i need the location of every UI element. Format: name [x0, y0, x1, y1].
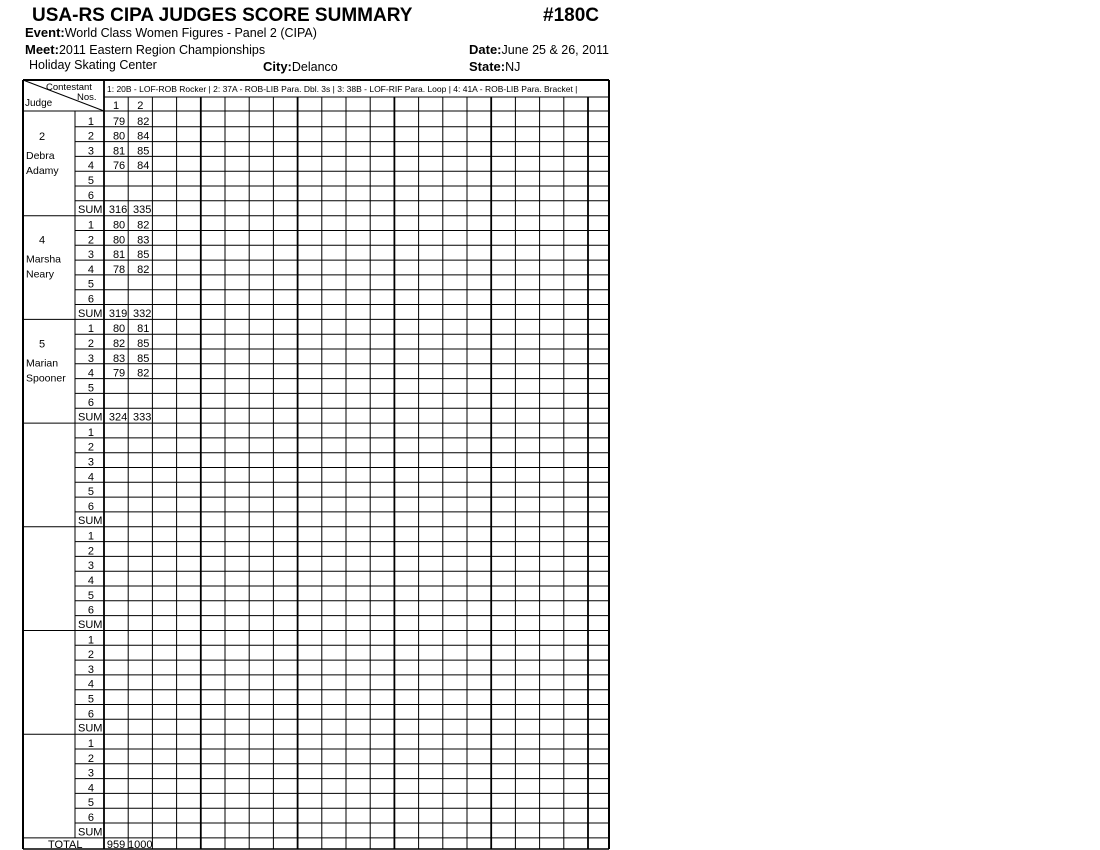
row-label: 5	[87, 175, 94, 187]
row-label: 5	[87, 486, 94, 499]
score-cell: 85	[137, 352, 150, 365]
row-label: 5	[87, 693, 94, 706]
row-label: 3	[87, 456, 94, 469]
sum-cell: 335	[133, 204, 152, 217]
total-cell: 959	[106, 839, 126, 850]
row-label: 5	[87, 797, 94, 810]
sum-label: SUM	[78, 618, 103, 631]
judge-column-label: Judge	[25, 98, 53, 109]
row-label: 1	[87, 634, 94, 647]
score-cell: 81	[112, 249, 126, 262]
row-label: 2	[87, 752, 94, 765]
sum-label: SUM	[78, 826, 103, 839]
row-label: 6	[87, 500, 94, 513]
judge-first-name: Marian	[26, 357, 59, 370]
judge-number: 2	[38, 131, 46, 143]
city-label: City:	[263, 59, 292, 74]
score-cell: 84	[137, 130, 150, 143]
venue-value: Holiday Skating Center	[29, 58, 157, 72]
event-value: World Class Women Figures - Panel 2 (CIPA)	[64, 26, 317, 40]
date-value: June 25 & 26, 2011	[501, 43, 610, 57]
row-label: 2	[87, 441, 94, 454]
row-label: 4	[87, 160, 94, 173]
row-label: 4	[87, 782, 94, 795]
row-label: 2	[87, 649, 94, 662]
row-label: 3	[87, 352, 94, 365]
total-label: TOTAL	[48, 839, 83, 850]
meet-label: Meet:	[25, 42, 59, 57]
sum-label: SUM	[78, 411, 103, 424]
total-cell: 1000	[128, 839, 153, 850]
row-label: 1	[87, 426, 94, 439]
meet-value: 2011 Eastern Region Championships	[58, 43, 266, 57]
score-cell: 82	[137, 263, 150, 276]
score-cell: 76	[112, 160, 126, 173]
row-label: 6	[87, 812, 94, 824]
score-cell: 82	[112, 338, 126, 350]
row-label: 2	[87, 130, 94, 143]
score-cell: 83	[137, 234, 150, 247]
score-cell: 85	[137, 338, 150, 350]
contestant-number: 1	[113, 100, 120, 112]
sum-cell: 319	[108, 307, 128, 320]
state-value: NJ	[505, 60, 521, 74]
row-label: 4	[87, 471, 94, 484]
score-cell: 80	[112, 130, 126, 143]
sum-cell: 316	[108, 204, 128, 217]
sum-label: SUM	[78, 515, 103, 528]
state-label: State:	[469, 59, 506, 74]
sum-cell: 332	[133, 307, 152, 320]
sum-label: SUM	[78, 722, 103, 735]
row-label: 6	[87, 604, 94, 617]
sum-label: SUM	[78, 307, 103, 320]
judge-first-name: Debra	[26, 150, 55, 162]
row-label: 3	[87, 145, 94, 158]
row-label: 2	[87, 234, 94, 247]
row-label: 3	[87, 663, 94, 676]
row-label: 6	[87, 397, 94, 410]
judge-first-name: Marsha	[26, 253, 62, 266]
row-label: 2	[87, 338, 94, 350]
row-label: 4	[87, 575, 94, 587]
score-cell: 82	[137, 115, 150, 128]
score-cell: 79	[112, 367, 126, 380]
score-cell: 84	[137, 160, 150, 173]
row-label: 5	[87, 589, 94, 602]
row-label: 6	[87, 708, 94, 721]
score-cell: 83	[112, 352, 126, 365]
score-cell: 85	[137, 145, 150, 158]
judge-number: 4	[38, 234, 46, 247]
judge-number: 5	[38, 338, 46, 351]
row-label: 1	[87, 530, 94, 543]
row-label: 1	[87, 219, 94, 232]
event-label: Event:	[25, 25, 65, 40]
score-cell: 80	[112, 323, 126, 336]
nos-label: Nos.	[77, 92, 97, 103]
score-cell: 85	[137, 249, 150, 262]
judge-last-name: Spooner	[26, 372, 66, 385]
form-number: #180C	[543, 5, 599, 26]
sum-label: SUM	[78, 204, 103, 217]
score-cell: 80	[112, 234, 126, 247]
row-label: 1	[87, 115, 94, 128]
report-title: USA-RS CIPA JUDGES SCORE SUMMARY	[32, 5, 413, 26]
row-label: 3	[87, 767, 94, 780]
contestant-label: Contestant	[46, 82, 92, 93]
judge-last-name: Adamy	[26, 165, 59, 177]
row-label: 1	[87, 323, 94, 336]
contestant-number: 2	[137, 100, 144, 112]
row-label: 4	[87, 367, 94, 380]
row-label: 6	[87, 189, 94, 202]
row-label: 5	[87, 278, 94, 291]
row-label: 3	[87, 249, 94, 262]
score-cell: 80	[112, 219, 126, 232]
row-label: 1	[87, 738, 94, 750]
row-label: 3	[87, 560, 94, 573]
row-label: 6	[87, 293, 94, 306]
judge-last-name: Neary	[26, 268, 55, 281]
date-label: Date:	[469, 42, 502, 57]
sum-cell: 324	[108, 411, 128, 424]
row-label: 4	[87, 263, 94, 276]
score-cell: 78	[112, 263, 126, 276]
score-cell: 82	[137, 367, 150, 380]
row-label: 5	[87, 382, 94, 395]
sum-cell: 333	[133, 411, 152, 424]
score-cell: 79	[112, 115, 126, 128]
city-value: Delanco	[291, 60, 338, 74]
row-label: 4	[87, 678, 94, 691]
score-cell: 82	[137, 219, 150, 232]
row-label: 2	[87, 545, 94, 558]
score-cell: 81	[137, 323, 150, 336]
score-cell: 81	[112, 145, 126, 158]
figures-description: 1: 20B - LOF-ROB Rocker | 2: 37A - ROB-LIB Para. Dbl. 3s | 3: 38B - LOF-RIF Para. Loop | 4: 41A - ROB-LIB Para. Bracket |	[107, 84, 578, 94]
